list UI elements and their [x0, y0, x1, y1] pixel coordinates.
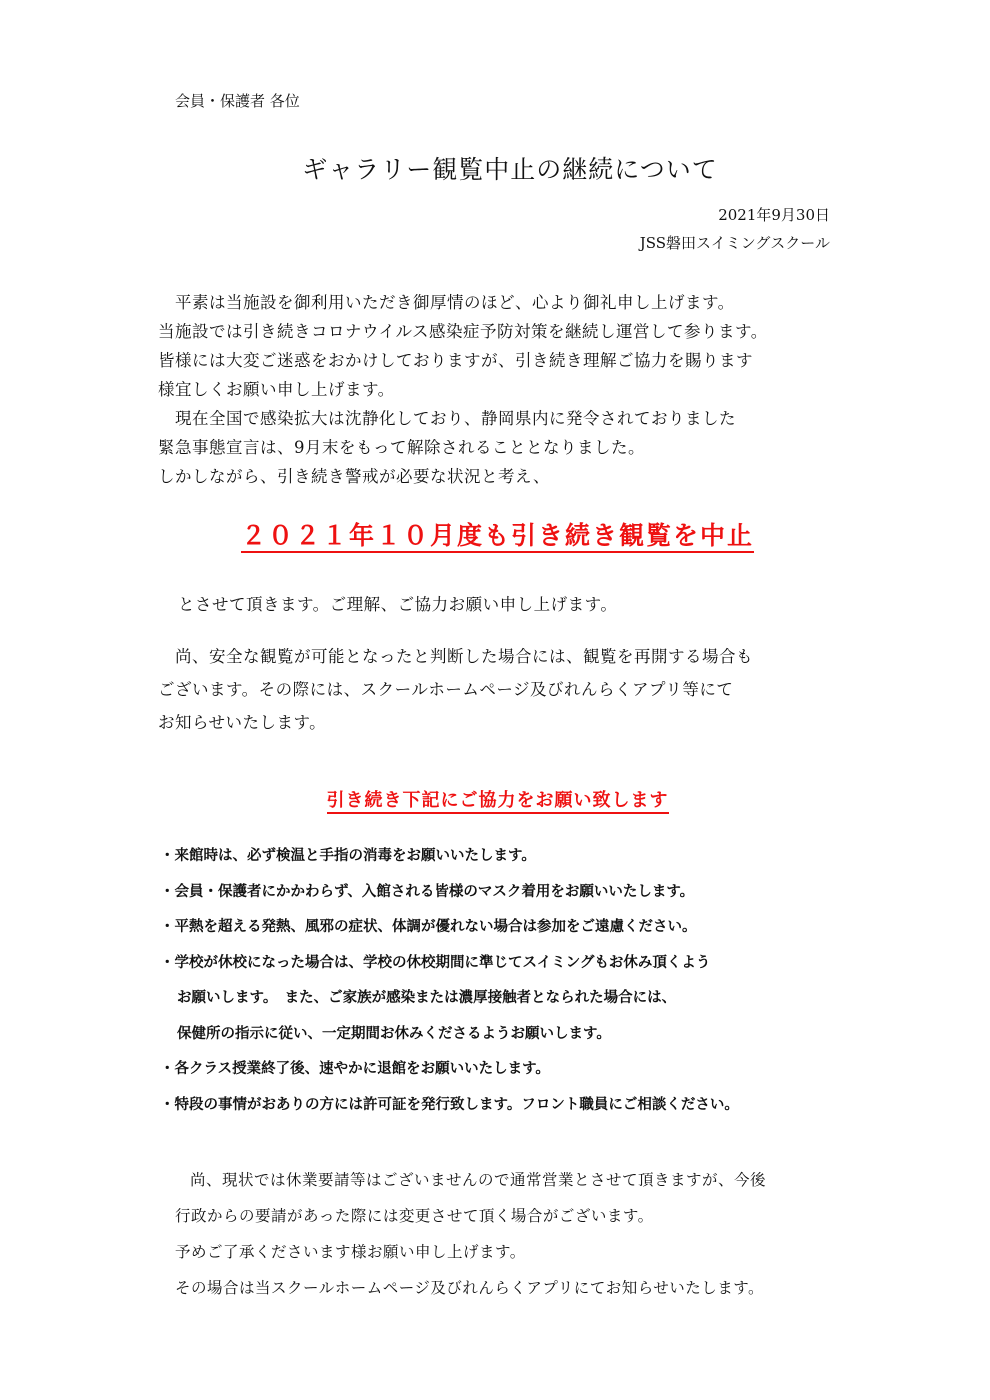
note-line: お知らせいたします。: [158, 713, 327, 732]
closing-paragraph: [175, 1162, 766, 1306]
note-paragraph: [158, 640, 753, 739]
document-title: ギャラリー観覧中止の継続について: [302, 155, 718, 184]
rule-item: ・学校が休校になった場合は、学校の休校期間に準じてスイミングもお休み頂くよう: [160, 954, 711, 971]
rule-item: ・会員・保護者にかかわらず、入館される皆様のマスク着用をお願いいたします。: [160, 883, 695, 900]
intro-paragraph: [158, 288, 768, 491]
rule-item-continuation: 保健所の指示に従い、一定期間お休みくださるようお願いします。: [177, 1025, 611, 1042]
rule-item: ・特段の事情がおありの方には許可証を発行致します。フロント職員にご相談ください。: [160, 1096, 739, 1113]
closing-line: その場合は当スクールホームページ及びれんらくアプリにてお知らせいたします。: [175, 1279, 765, 1297]
intro-line: 皆様には大変ご迷惑をおかけしておりますが、引き続き理解ご協力を賜ります: [158, 351, 753, 370]
rule-item: ・各クラス授業終了後、速やかに退館をお願いいたします。: [160, 1061, 550, 1077]
suspension-headline: [0, 516, 990, 552]
rule-item-continuation: お願いします。 また、ご家族が感染または濃厚接触者となられた場合には、: [177, 990, 677, 1006]
note-line: ございます。その際には、スクールホームページ及びれんらくアプリ等にて: [158, 680, 734, 699]
intro-line: 様宜しくお願い申し上げます。: [158, 380, 395, 399]
rule-item: ・来館時は、必ず検温と手指の消毒をお願いいたします。: [160, 848, 536, 864]
request-heading: [0, 786, 990, 812]
rule-item: ・平熱を超える発熱、風邪の症状、体調が優れない場合は参加をご遠慮ください。: [160, 919, 697, 935]
intro-line: 現在全国で感染拡大は沈静化しており、静岡県内に発令されておりました: [158, 409, 736, 428]
closing-line: 尚、現状では休業要請等はございませんので通常営業とさせて頂きますが、今後: [190, 1171, 767, 1189]
intro-line: しかしながら、引き続き警戒が必要な状況と考え、: [158, 467, 550, 486]
issue-date: 2021年9月30日: [718, 206, 830, 224]
organization-name: JSS磐田スイミングスクール: [639, 234, 830, 252]
intro-line: 当施設では引き続きコロナウイルス感染症予防対策を継続し運営して参ります。: [158, 322, 768, 341]
request-heading-text: 引き続き下記にご協力をお願い致します: [327, 790, 669, 814]
intro-line: 平素は当施設を御利用いただき御厚情のほど、心より御礼申し上げます。: [158, 293, 735, 312]
suspension-headline-text: ２０２１年１０月度も引き続き観覧を中止: [241, 521, 754, 553]
note-line: 尚、安全な観覧が可能となったと判断した場合には、観覧を再開する場合も: [158, 647, 753, 666]
after-headline-text: とさせて頂きます。ご理解、ご協力お願い申し上げます。: [178, 595, 618, 614]
rules-list: [160, 844, 739, 1128]
intro-line: 緊急事態宣言は、9月末をもって解除されることとなりました。: [158, 438, 645, 457]
closing-line: 行政からの要請があった際には変更させて頂く場合がございます。: [175, 1207, 654, 1225]
addressee: 会員・保護者 各位: [175, 92, 300, 110]
closing-line: 予めご了承くださいます様お願い申し上げます。: [175, 1243, 526, 1261]
